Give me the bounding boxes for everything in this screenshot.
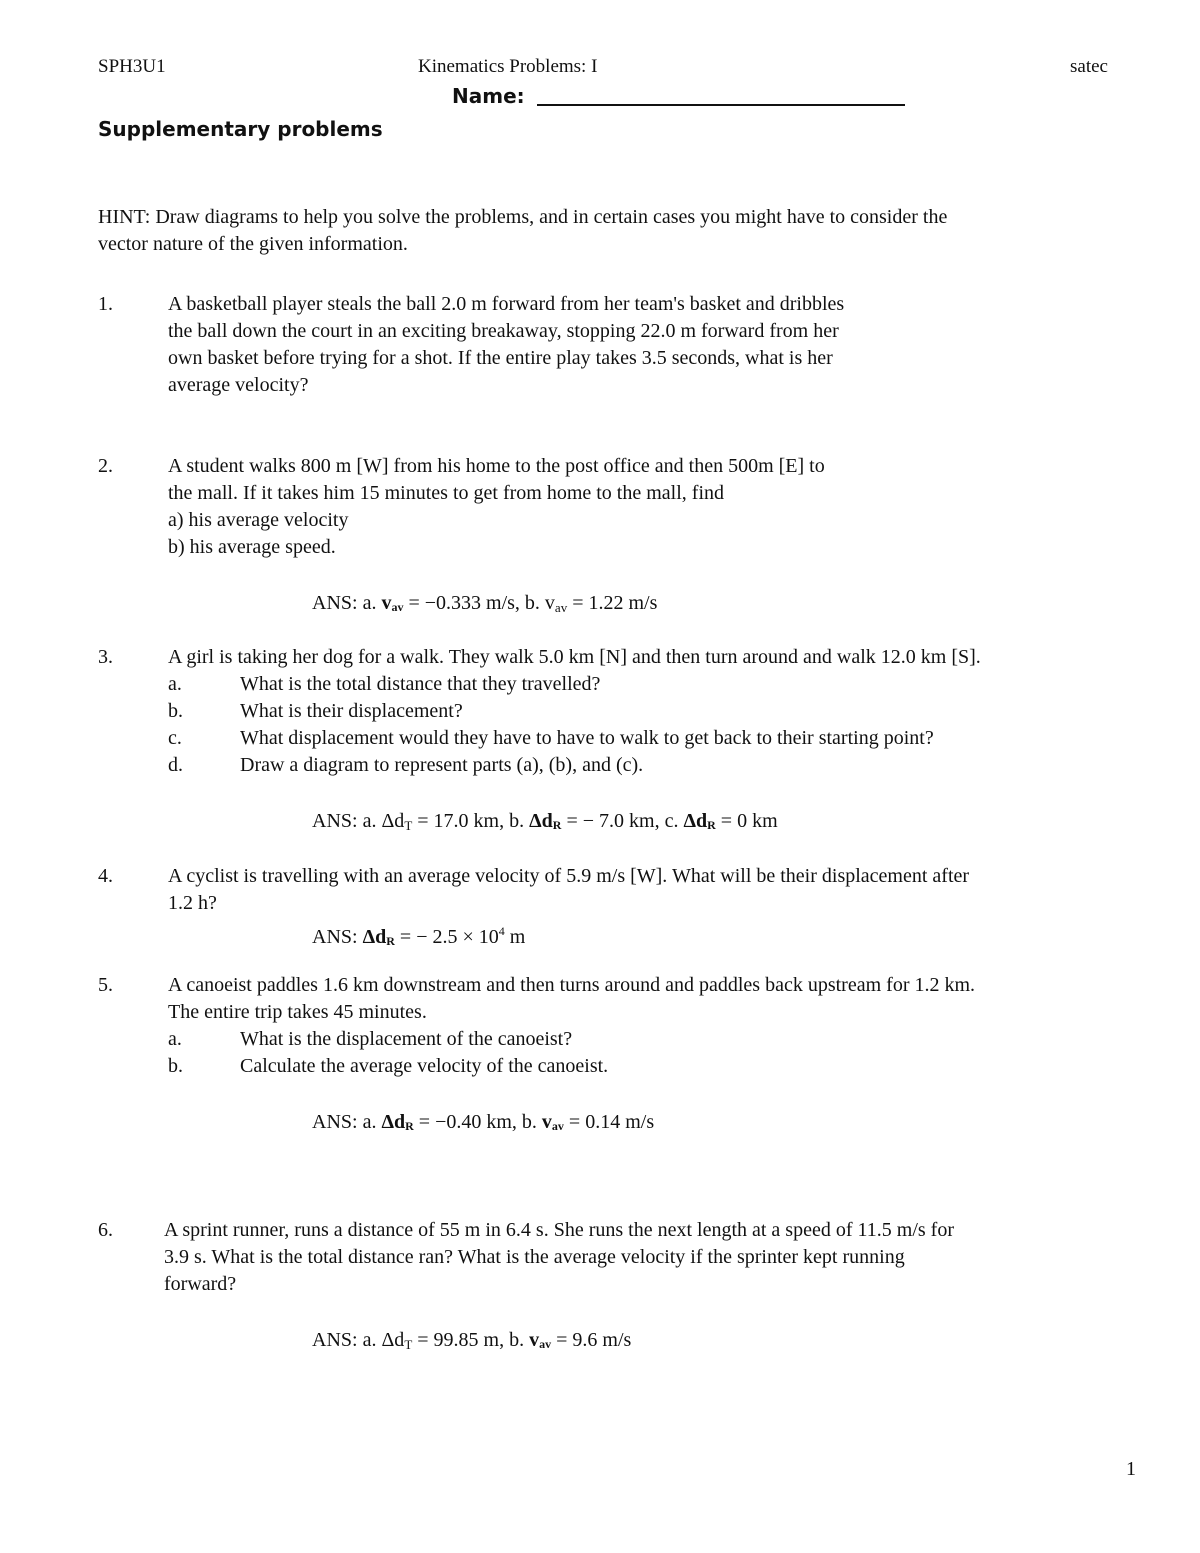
speed-symbol: v <box>544 592 555 614</box>
problem-text-line: A basketball player steals the ball 2.0 m forward from her team's basket and dribbles <box>168 293 845 315</box>
problem-number: 1. <box>98 293 113 315</box>
problem-text-line: average velocity? <box>168 374 309 396</box>
answer-value: = 0.14 m/s <box>563 1111 655 1133</box>
exponent: 4 <box>498 924 505 938</box>
answer-value: = −0.40 km, b. <box>413 1111 542 1133</box>
problem-number: 6. <box>98 1219 113 1241</box>
answer-prefix: ANS: a. Δd <box>312 810 405 832</box>
answer-value: = 0 km <box>715 810 778 832</box>
speed-subscript: av <box>554 600 568 615</box>
author-tag: satec <box>1070 56 1108 77</box>
answer-value: = 1.22 m/s <box>567 592 658 614</box>
name-label: Name: <box>452 84 525 108</box>
problem-text-line: 3.9 s. What is the total distance ran? What is the average velocity if the sprinter kept running <box>164 1246 905 1268</box>
problem-text-line: A sprint runner, runs a distance of 55 m in 6.4 s. She runs the next length at a speed of 11.5 m/s for <box>164 1219 954 1241</box>
displacement-subscript: R <box>552 818 562 832</box>
problem-text-line: own basket before trying for a shot. If the entire play takes 3.5 seconds, what is her <box>168 347 833 369</box>
displacement-subscript: R <box>405 1119 414 1133</box>
answer-value: = 99.85 m, b. <box>412 1329 530 1351</box>
part-letter: a. <box>168 673 182 695</box>
problem-text-line: forward? <box>164 1273 237 1295</box>
velocity-symbol: v <box>541 1111 552 1133</box>
answer-value: = −0.333 m/s, b. <box>403 592 545 614</box>
answer-line <box>312 918 525 955</box>
part-text: What is the displacement of the canoeist? <box>240 1028 573 1050</box>
worksheet-title: Kinematics Problems: I <box>418 56 598 77</box>
problem-text-line: the mall. If it takes him 15 minutes to get from home to the mall, find <box>168 482 725 504</box>
displacement-subscript: R <box>386 934 395 948</box>
part-letter: a. <box>168 1028 182 1050</box>
velocity-symbol: v <box>381 592 392 614</box>
displacement-symbol: Δd <box>362 926 387 948</box>
answer-line <box>312 1109 654 1140</box>
problem-text-line: A canoeist paddles 1.6 km downstream and then turns around and paddles back upstream for 1.2 km. <box>168 974 976 996</box>
distance-subscript: T <box>404 1337 413 1352</box>
page-number: 1 <box>1126 1458 1136 1480</box>
course-code: SPH3U1 <box>98 56 166 77</box>
problem-number: 3. <box>98 646 113 668</box>
answer-unit: m <box>504 926 526 948</box>
displacement-symbol: Δd <box>381 1111 406 1133</box>
problem-text-line: b) his average speed. <box>168 536 336 558</box>
hint-line-2: vector nature of the given information. <box>98 233 408 255</box>
problem-text-line: A girl is taking her dog for a walk. They walk 5.0 km [N] and then turn around and walk 12.0 km [S]. <box>168 646 981 668</box>
hint-line-1: HINT: Draw diagrams to help you solve the problems, and in certain cases you might have to consider the <box>98 206 948 228</box>
part-letter: b. <box>168 700 183 722</box>
displacement-symbol: Δd <box>683 810 708 832</box>
part-text: What displacement would they have to have to walk to get back to their starting point? <box>240 727 934 749</box>
problem-number: 4. <box>98 865 113 887</box>
answer-prefix: ANS: <box>312 926 363 948</box>
part-text: What is their displacement? <box>240 700 463 722</box>
problem-text-line: A student walks 800 m [W] from his home to the post office and then 500m [E] to <box>168 455 825 477</box>
problem-text-line: a) his average velocity <box>168 509 349 531</box>
problem-number: 5. <box>98 974 113 996</box>
velocity-subscript: av <box>551 1119 564 1133</box>
displacement-symbol: Δd <box>529 810 553 832</box>
velocity-subscript: av <box>391 600 404 614</box>
answer-line <box>312 590 657 621</box>
problem-text-line: 1.2 h? <box>168 892 217 914</box>
section-title: Supplementary problems <box>98 117 383 141</box>
velocity-subscript: av <box>539 1337 552 1351</box>
distance-subscript: T <box>404 818 413 833</box>
part-text: Calculate the average velocity of the canoeist. <box>240 1055 609 1077</box>
part-letter: d. <box>168 754 183 776</box>
answer-value: = − 7.0 km, c. <box>561 810 684 832</box>
displacement-subscript: R <box>707 818 716 832</box>
part-letter: c. <box>168 727 182 749</box>
answer-value: = − 2.5 × 10 <box>394 926 499 948</box>
name-blank-line[interactable] <box>537 104 905 106</box>
problem-text-line: A cyclist is travelling with an average velocity of 5.9 m/s [W]. What will be their displacement after <box>168 865 970 887</box>
velocity-symbol: v <box>529 1329 540 1351</box>
problem-number: 2. <box>98 455 113 477</box>
part-text: Draw a diagram to represent parts (a), (b), and (c). <box>240 754 644 776</box>
part-letter: b. <box>168 1055 183 1077</box>
answer-line <box>312 808 778 839</box>
problem-text-line: The entire trip takes 45 minutes. <box>168 1001 427 1023</box>
problem-text-line: the ball down the court in an exciting breakaway, stopping 22.0 m forward from her <box>168 320 839 342</box>
answer-prefix: ANS: a. <box>312 1111 382 1133</box>
answer-prefix: ANS: a. Δd <box>312 1329 405 1351</box>
answer-prefix: ANS: a. <box>312 592 382 614</box>
answer-value: = 17.0 km, b. <box>412 810 530 832</box>
answer-value: = 9.6 m/s <box>551 1329 632 1351</box>
part-text: What is the total distance that they travelled? <box>240 673 601 695</box>
answer-line <box>312 1327 631 1358</box>
